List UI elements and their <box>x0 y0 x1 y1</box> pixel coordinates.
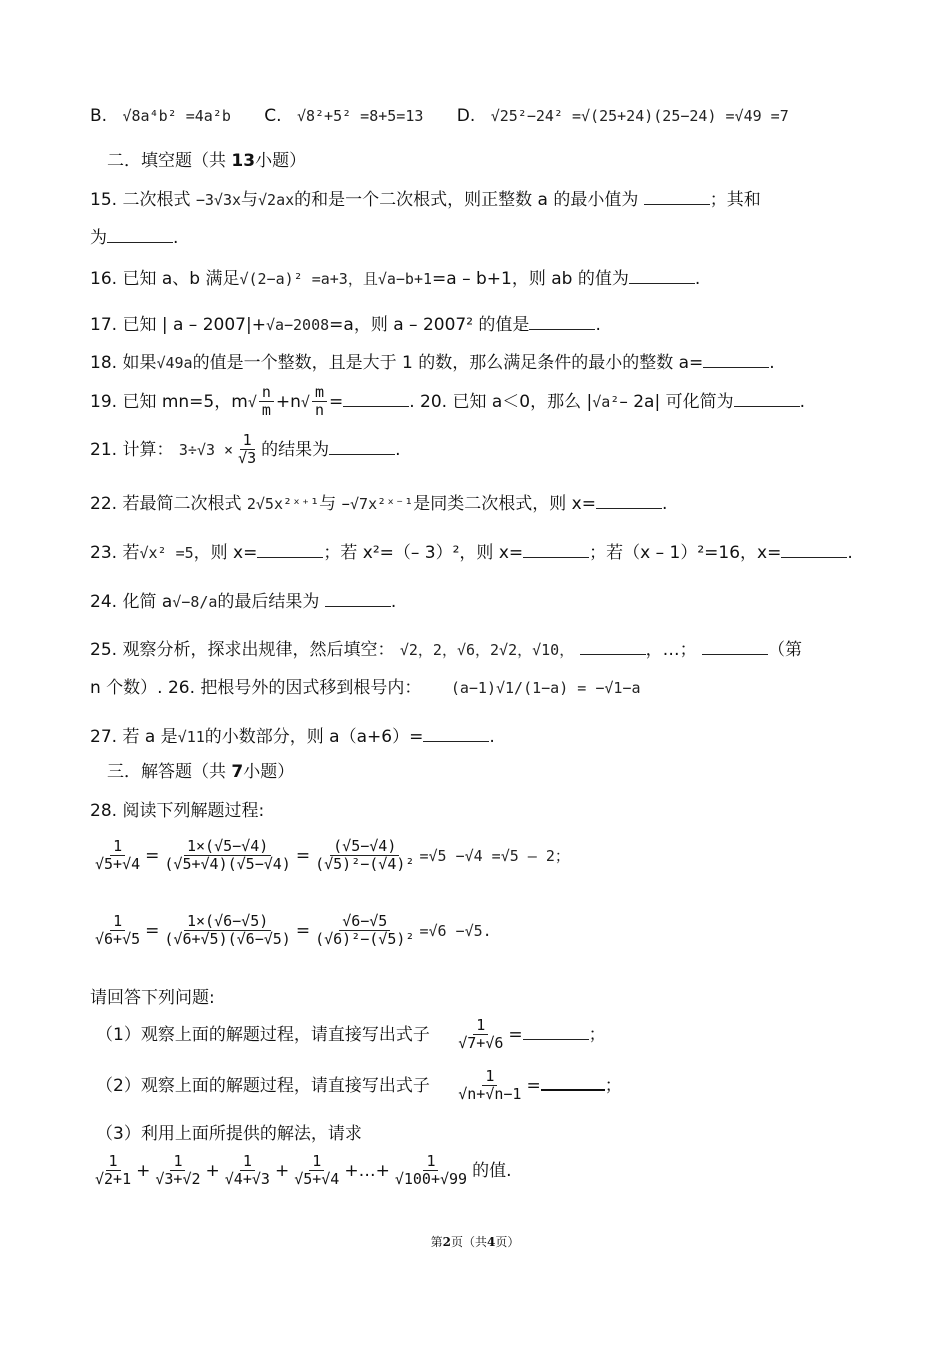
q16-expr-1: √(2−a)² =a+3，且 <box>239 270 378 288</box>
q26-expr: (a−1)√1/(1−a) = −√1−a <box>450 679 641 697</box>
q19-frac-2: $\frac{m}{n}$ <box>312 384 327 420</box>
q21-frac: $\frac{1}{√3}$ <box>238 431 257 468</box>
q22-expr-1: 2√5x²ˣ⁺¹ <box>246 495 320 513</box>
q15-expr-1: −3√3x <box>195 191 242 209</box>
q24-expr: √−8/a <box>172 593 218 611</box>
page-footer: 第2页（共4页） <box>430 1235 520 1249</box>
question-28-title: 28. 阅读下列解题过程: <box>90 801 265 821</box>
option-b-expr: √8a⁴b² =4a²b <box>122 107 231 125</box>
q16-expr-2: √a−b+1 <box>377 270 433 288</box>
question-18: 18. 如果√49a的值是一个整数，且是大于 1 的数，那么满足条件的最小的整数 a= . <box>90 353 775 373</box>
answer-blank[interactable] <box>343 391 409 407</box>
question-15-cont: 为 . <box>90 228 179 248</box>
answer-blank[interactable] <box>107 227 173 243</box>
question-25-26: n 个数）. 26. 把根号外的因式移到根号内： (a−1)√1/(1−a) = −√1−a <box>90 678 641 698</box>
section-2-count: 13 <box>231 151 256 171</box>
question-15: 15. 二次根式 −3√3x与√2ax的和是一个二次根式，则正整数 a 的最小值为 ；其和 <box>90 190 761 210</box>
question-25: 25. 观察分析，探求出规律，然后填空： √2，2，√6，2√2，√10， ，…； （第 <box>90 640 803 660</box>
question-22: 22. 若最简二次根式 2√5x²ˣ⁺¹与 –√7x²ˣ⁻¹是同类二次根式，则 x= . <box>90 494 668 514</box>
section-3-heading: 三．解答题（共 7小题） <box>107 762 295 782</box>
answer-blank[interactable] <box>781 542 847 558</box>
option-c-label: C. <box>264 106 282 126</box>
answer-blank[interactable] <box>423 726 489 742</box>
answer-blank[interactable] <box>523 542 589 558</box>
answer-blank[interactable] <box>702 639 768 655</box>
answer-blank[interactable] <box>644 189 710 205</box>
q28-series: $\frac{1}{√2+1}$ + $\frac{1}{√3+√2}$ + $\frac{1}{√4+√3}$ + $\frac{1}{√5+√4}$ +…+ $\frac{1}{√100+√99}$ 的值. <box>95 1152 512 1189</box>
question-19-20: 19. 已知 mn=5，m√ $\frac{n}{m}$ +n√ $\frac{m}{n}$ = . 20. 已知 a＜0，那么 |√a²– 2a| 可化简为 . <box>90 383 806 420</box>
q18-expr: √49a <box>156 354 193 372</box>
question-21: 21. 计算： 3÷√3 × $\frac{1}{√3}$ 的结果为 . <box>90 431 401 468</box>
answer-blank[interactable] <box>629 268 695 284</box>
q28-example-2: $\frac{1}{√6+√5}$ = $\frac{1\times(√6-√5)}{(√6+√5)(√6-√5)}$ = $\frac{√6-√5}{\text{(√6)²−(√5)²}}$ =√6 −√5. <box>95 912 492 949</box>
question-17: 17. 已知 | a – 2007|+√a−2008=a，则 a – 2007² 的值是 . <box>90 315 601 335</box>
q28-part-2: （2）观察上面的解题过程，请直接写出式子 $\frac{1}{√n+√n-1}$ = ； <box>96 1067 622 1104</box>
page-total: 4 <box>487 1235 496 1249</box>
q23-expr: √x² =5 <box>139 544 194 562</box>
q22-expr-2: √7x²ˣ⁻¹ <box>350 495 414 513</box>
question-24: 24. 化简 a√−8/a的最后结果为 . <box>90 592 397 612</box>
q28-example-1: $\frac{1}{√5+√4}$ = $\frac{1\times(√5-√4)}{(√5+√4)(√5-√4)}$ = $\frac{(√5-√4)}{\text{(√5)²−(√4)²}}$ =√5 −√4 =√5 – 2； <box>95 837 570 874</box>
question-16: 16. 已知 a、b 满足√(2−a)² =a+3，且√a−b+1=a – b+1，则 ab 的值为 . <box>90 269 701 289</box>
page-number: 2 <box>442 1235 451 1249</box>
q21-expr: 3÷√3 × <box>178 440 234 459</box>
answer-options <box>90 106 858 126</box>
answer-blank[interactable] <box>257 542 323 558</box>
answer-blank[interactable] <box>329 439 395 455</box>
q28-ask: 请回答下列问题: <box>90 988 215 1008</box>
question-23: 23. 若√x² =5，则 x= ；若 x²=（– 3）²，则 x= ；若（x – 1）²=16，x= . <box>90 543 853 563</box>
q28-part-1: （1）观察上面的解题过程，请直接写出式子 $\frac{1}{√7+√6}$ = ； <box>96 1016 606 1053</box>
q20-expr: √a² <box>592 392 620 411</box>
answer-blank[interactable] <box>734 391 800 407</box>
q19-frac-1: $\frac{n}{m}$ <box>259 384 274 420</box>
answer-blank[interactable] <box>541 1074 605 1091</box>
q15-expr-2: √2ax <box>258 191 295 209</box>
answer-blank[interactable] <box>529 314 595 330</box>
q27-expr: √11 <box>177 728 205 746</box>
option-c-expr: √8²+5² =8+5=13 <box>296 107 424 125</box>
q17-expr: √a−2008 <box>265 316 330 334</box>
answer-blank[interactable] <box>580 639 646 655</box>
q25-sequence: √2，2，√6，2√2，√10， <box>399 641 575 659</box>
section-2-heading: 二．填空题（共 13小题） <box>107 151 307 171</box>
q28-part-3: （3）利用上面所提供的解法，请求 <box>96 1124 362 1144</box>
answer-blank[interactable] <box>596 493 662 509</box>
section-3-count: 7 <box>231 762 244 782</box>
option-b-label: B. <box>90 106 108 126</box>
answer-blank[interactable] <box>325 591 391 607</box>
question-27: 27. 若 a 是√11的小数部分，则 a（a+6）= . <box>90 727 495 747</box>
answer-blank[interactable] <box>703 352 769 368</box>
answer-blank[interactable] <box>523 1024 589 1040</box>
option-d-expr: √25²−24² =√(25+24)(25−24) =√49 =7 <box>490 107 789 125</box>
option-d-label: D. <box>456 106 476 126</box>
